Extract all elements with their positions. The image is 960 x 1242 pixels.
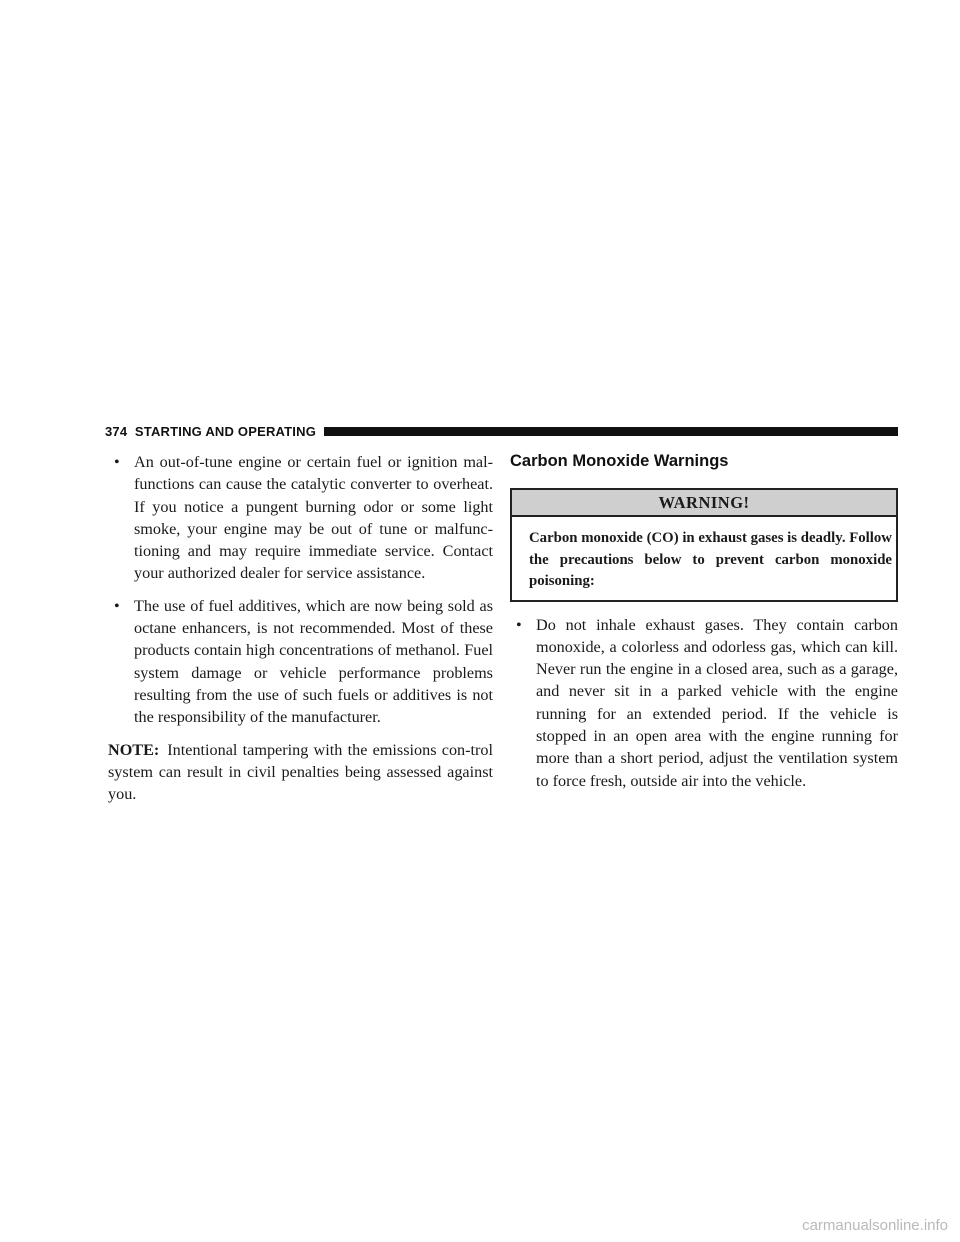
- note-paragraph: [108, 739, 493, 806]
- warning-title: WARNING!: [512, 490, 896, 517]
- right-column: [510, 451, 898, 802]
- watermark: carmanualsonline.info: [802, 1217, 948, 1234]
- bullet-item: [510, 614, 898, 792]
- left-column: [108, 451, 493, 805]
- page-number: 374: [105, 423, 128, 439]
- bullet-text: The use of fuel additives, which are now being sold as octane enhancers, is not recommended. Most of these products contain high concentrations of methanol. Fuel system damage or vehicle performance problems resulting from the use of such fuels or additives is not the responsibility of the manufacturer.: [134, 596, 493, 727]
- page-header-text: [105, 424, 316, 439]
- bullet-icon: •: [114, 453, 120, 471]
- header-rule: [324, 427, 898, 436]
- note-label: NOTE:: [108, 740, 160, 759]
- bullet-item: [108, 595, 493, 729]
- bullet-icon: •: [516, 615, 522, 634]
- warning-box: [510, 488, 898, 602]
- section-title: Carbon Monoxide Warnings: [510, 452, 729, 470]
- bullet-text: Do not inhale exhaust gases. They contain carbon monoxide, a colorless and odorless gas, which can kill. Never run the engine in a closed area, such as a garage, and never sit in a parked vehicle with the engine running for an extended period. If the vehicle is stopped in an open area with the engine running for more than a short period, adjust the ventilation system to force fresh, outside air into the vehicle.: [536, 615, 898, 790]
- note-text: Intentional tampering with the emissions con-trol system can result in civil penalties being assessed against you.: [108, 740, 493, 804]
- bullet-text: An out-of-tune engine or certain fuel or ignition mal-functions can cause the catalytic converter to overheat. If you notice a pungent burning odor or some light smoke, your engine may be out of tune or malfunc-tioning and may require immediate service. Contact your authorized dealer for service assistance.: [134, 453, 493, 583]
- page-header: [105, 423, 898, 439]
- section-name: STARTING AND OPERATING: [134, 423, 317, 439]
- bullet-icon: •: [114, 596, 120, 615]
- warning-text: Carbon monoxide (CO) in exhaust gases is deadly. Follow the precautions below to prevent carbon monoxide poisoning:: [529, 530, 892, 589]
- bullet-item: [108, 451, 493, 585]
